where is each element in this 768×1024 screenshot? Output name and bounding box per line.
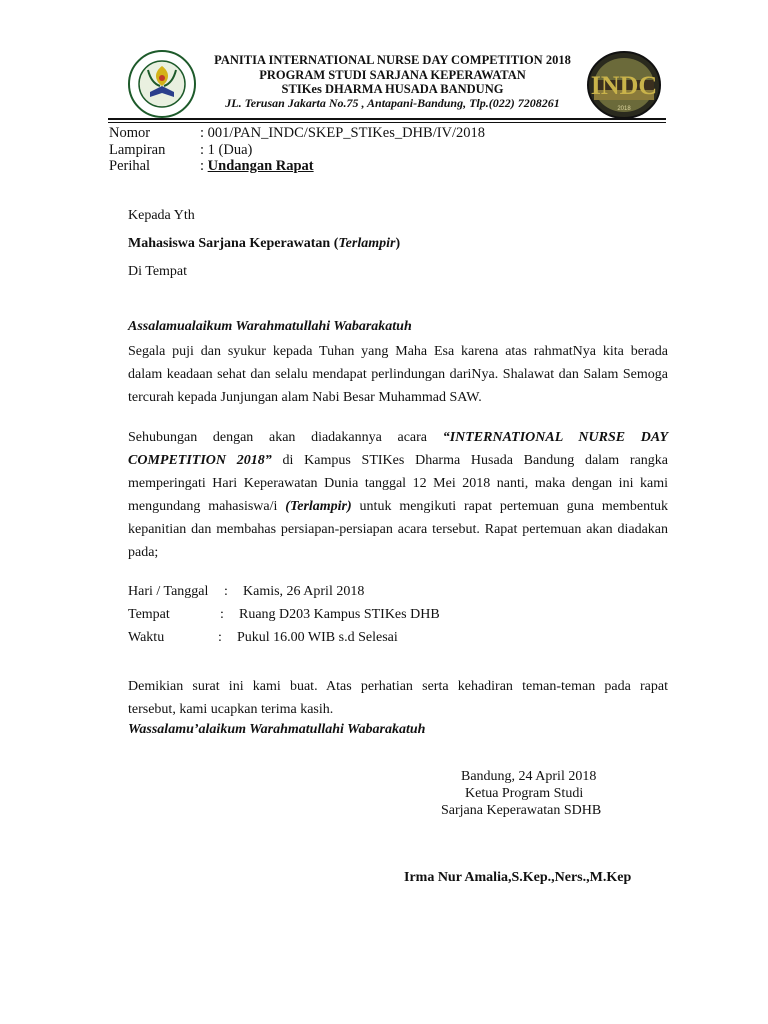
paragraph-opening — [128, 340, 668, 409]
paragraph-invitation-line — [128, 426, 668, 449]
paragraph-invitation-line — [128, 449, 668, 472]
invitation-text: mengundang mahasiswa/i — [128, 499, 286, 514]
header-institution: STIKes DHARMA HUSADA BANDUNG — [281, 82, 504, 96]
signatory-name: Irma Nur Amalia,S.Kep.,Ners.,M.Kep — [404, 870, 632, 885]
perihal-label: Perihal — [109, 158, 151, 174]
schedule-time-colon: : — [218, 630, 222, 645]
header-rule-thick — [108, 118, 666, 120]
paragraph-opening-line: dalam keadaan sehat dan selalu mendapat perlindungan dariNya. Shalawat dan Salam Semoga — [128, 367, 668, 382]
schedule-place-colon: : — [220, 607, 224, 622]
schedule-time-value: Pukul 16.00 WIB s.d Selesai — [237, 630, 398, 645]
lampiran-value: : 1 (Dua) — [200, 142, 253, 158]
right-logo-label: INDC — [590, 71, 658, 100]
paragraph-invitation-line: kepanitian dan membahas persiapan-persiapan acara tersebut. Rapat pertemuan akan diadakan — [128, 522, 668, 537]
schedule-day-value: Kamis, 26 April 2018 — [243, 584, 365, 599]
signature-date: Bandung, 24 April 2018 — [461, 769, 597, 784]
svg-text:2018: 2018 — [617, 106, 631, 112]
left-logo — [120, 48, 204, 120]
schedule-time-label: Waktu — [128, 630, 165, 645]
paragraph-closing-line: Demikian surat ini kami buat. Atas perhatian serta kehadiran teman-teman pada rapat — [128, 679, 668, 694]
paragraph-invitation-line: memperingati Hari Keperawatan Dunia tanggal 12 Mei 2018 nanti, maka dengan ini kami — [128, 476, 668, 491]
paragraph-closing — [128, 675, 668, 721]
recipient-name-text: Mahasiswa Sarjana Keperawatan ( — [128, 236, 339, 251]
paragraph-invitation — [128, 426, 668, 564]
signature-title-program: Sarjana Keperawatan SDHB — [441, 803, 602, 818]
nomor-value: : 001/PAN_INDC/SKEP_STIKes_DHB/IV/2018 — [200, 125, 486, 141]
closing-salam: Wassalamu’alaikum Warahmatullahi Wabarakatuh — [128, 722, 426, 737]
perihal-field — [200, 158, 314, 175]
invitation-text: di Kampus STIKes Dharma Husada Bandung dalam rangka — [271, 453, 669, 468]
recipient-name-close: ) — [395, 236, 401, 251]
paragraph-invitation-line: pada; — [128, 545, 159, 560]
header-committee: PANITIA INTERNATIONAL NURSE DAY COMPETITION 2018 — [214, 53, 571, 67]
recipient-name-italic: Terlampir — [338, 236, 396, 251]
paragraph-opening-line: tercurah kepada Junjungan alam Nabi Besar Muhammad SAW. — [128, 390, 482, 405]
schedule-day-colon: : — [224, 584, 228, 599]
lampiran-label: Lampiran — [109, 142, 166, 158]
schedule-place-value: Ruang D203 Kampus STIKes DHB — [239, 607, 440, 622]
greeting: Assalamualaikum Warahmatullahi Wabarakatuh — [128, 319, 412, 334]
signature-title: Ketua Program Studi — [465, 786, 584, 801]
paragraph-opening-line: Segala puji dan syukur kepada Tuhan yang Maha Esa karena atas rahmatNya kita berada — [128, 344, 668, 359]
schedule-place-label: Tempat — [128, 607, 170, 622]
header-address: JL. Terusan Jakarta No.75 , Antapani-Bandung, Tlp.(022) 7208261 — [225, 96, 560, 110]
event-name: “INTERNATIONAL NURSE DAY — [442, 430, 668, 445]
schedule-day-label: Hari / Tanggal — [128, 584, 209, 599]
perihal-colon: : — [200, 158, 208, 174]
perihal-value: Undangan Rapat — [207, 158, 314, 174]
invitation-text: untuk mengikuti rapat pertemuan guna membentuk — [351, 499, 668, 514]
paragraph-closing-line: tersebut, kami ucapkan terima kasih. — [128, 702, 334, 717]
event-name-cont: COMPETITION 2018” — [128, 453, 272, 468]
invitation-text: Sehubungan dengan akan diadakannya acara — [128, 430, 443, 445]
header-rule-thin — [108, 122, 666, 123]
right-logo — [586, 50, 662, 120]
recipient-place: Di Tempat — [128, 264, 188, 279]
nomor-label: Nomor — [109, 125, 151, 141]
recipient-name — [128, 236, 400, 252]
header-program: PROGRAM STUDI SARJANA KEPERAWATAN — [259, 68, 526, 82]
paragraph-invitation-line — [128, 495, 668, 518]
terlampir-note: (Terlampir) — [285, 499, 352, 514]
kepada-yth: Kepada Yth — [128, 208, 195, 223]
